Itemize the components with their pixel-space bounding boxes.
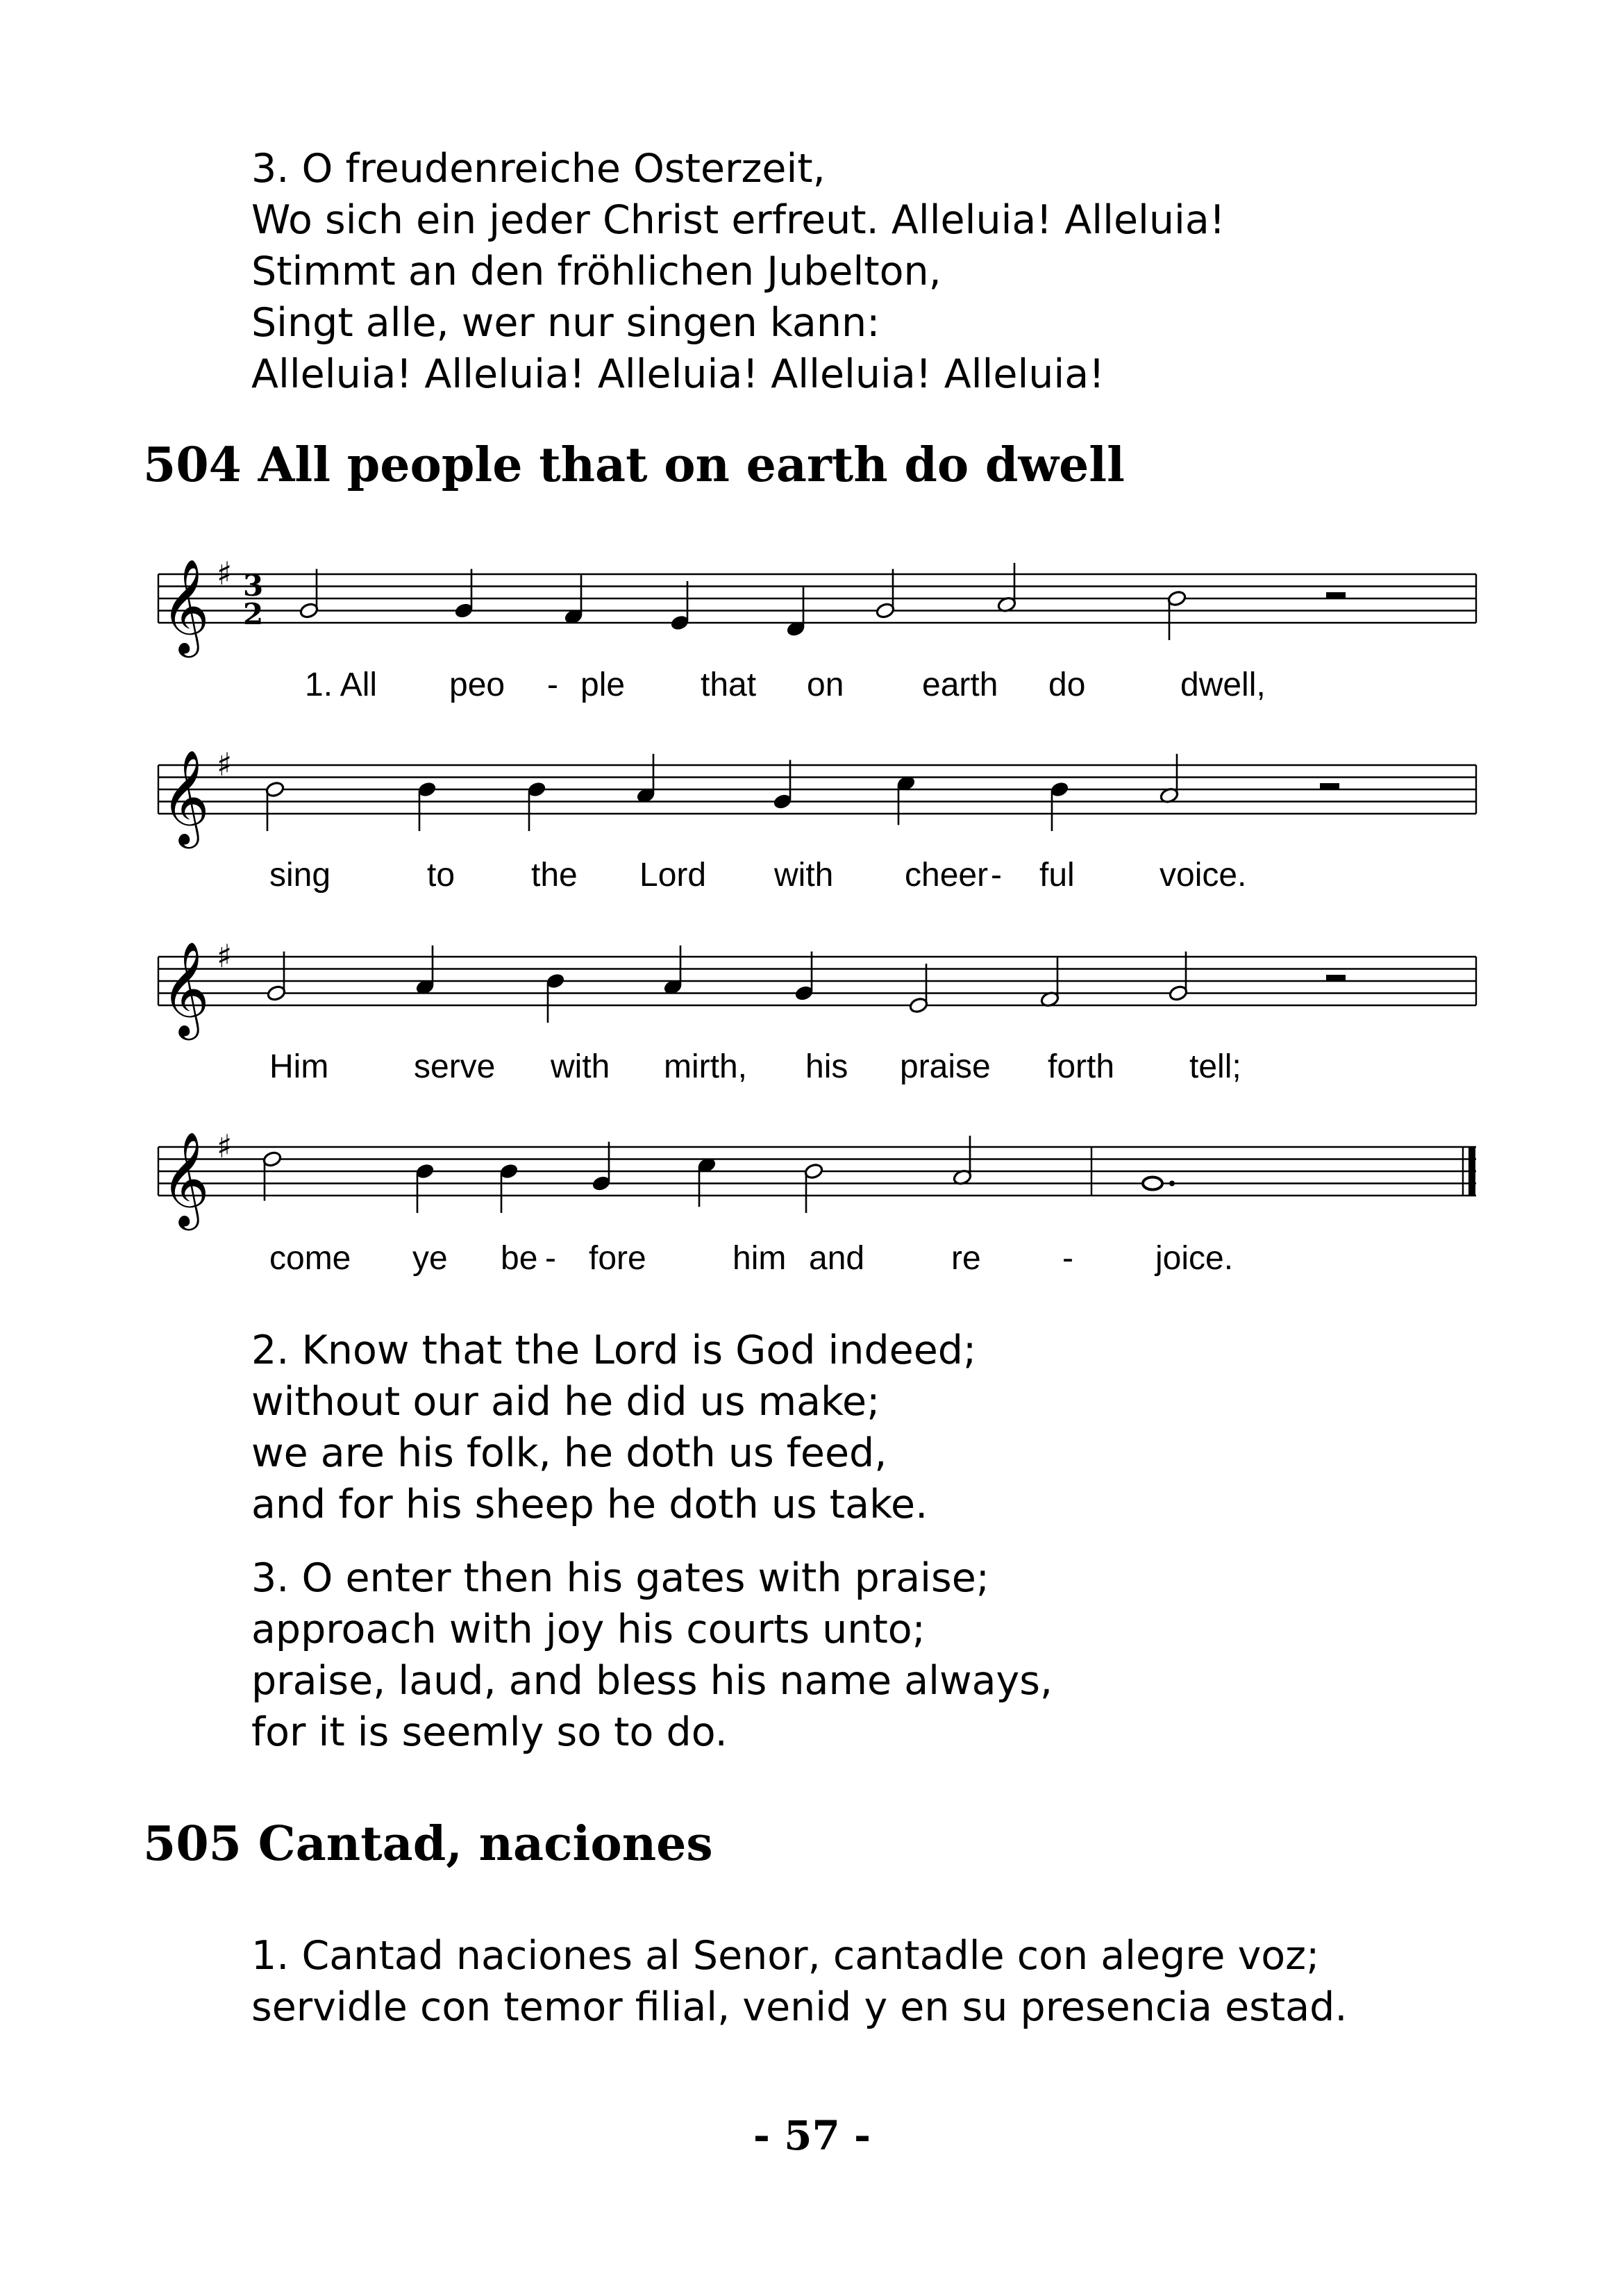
verse-line: Stimmt an den fröhlichen Jubelton, bbox=[251, 249, 941, 294]
page-number: - 57 - bbox=[753, 2112, 871, 2159]
treble-clef-icon: 𝄞 bbox=[161, 558, 210, 653]
lyric-syllable: peo bbox=[449, 667, 505, 703]
lyric-syllable: sing bbox=[269, 857, 331, 894]
lyric-syllable: to bbox=[427, 857, 455, 894]
lyric-syllable: his bbox=[805, 1048, 848, 1085]
sharp-icon: ♯ bbox=[217, 746, 233, 783]
treble-clef-icon: 𝄞 bbox=[161, 748, 210, 844]
lyric-syllable: ple bbox=[580, 667, 626, 703]
lyric-syllable: be bbox=[501, 1240, 538, 1277]
lyric-syllable: fore bbox=[589, 1240, 646, 1277]
verse-line: Alleluia! Alleluia! Alleluia! Alleluia! Alleluia! bbox=[251, 351, 1105, 397]
lyric-syllable: - bbox=[545, 1240, 556, 1277]
lyric-syllable: come bbox=[269, 1240, 351, 1277]
augmentation-dot bbox=[1169, 1181, 1175, 1187]
lyric-syllable: Him bbox=[269, 1048, 329, 1085]
lyric-syllable: ful bbox=[1039, 857, 1075, 894]
lyric-syllable: voice. bbox=[1160, 857, 1247, 894]
final-barline-thick bbox=[1468, 1147, 1475, 1196]
treble-clef-icon: 𝄞 bbox=[161, 1130, 210, 1226]
half-rest-icon bbox=[1326, 975, 1346, 981]
sharp-icon: ♯ bbox=[217, 937, 233, 975]
time-signature-bottom: 2 bbox=[243, 597, 264, 631]
lyric-syllable: tell; bbox=[1189, 1048, 1241, 1085]
hymn-504-title: 504 All people that on earth do dwell bbox=[143, 437, 1125, 493]
lyric-syllable: with bbox=[551, 1048, 610, 1085]
lyric-syllable: - bbox=[1062, 1240, 1073, 1277]
treble-clef-icon: 𝄞 bbox=[161, 940, 210, 1036]
hymn-505-verse-1 bbox=[251, 1930, 1347, 2033]
lyric-syllable: 1. All bbox=[305, 667, 378, 703]
verse-line: 2. Know that the Lord is God indeed; bbox=[251, 1327, 977, 1373]
music-score bbox=[0, 542, 1624, 1305]
verse-line: Wo sich ein jeder Christ erfreut. Alleluia! Alleluia! bbox=[251, 197, 1225, 243]
lyric-syllable: him bbox=[733, 1240, 787, 1277]
lyric-syllable: - bbox=[547, 667, 558, 703]
lyric-syllable: cheer bbox=[905, 857, 989, 894]
verse-line: 1. Cantad naciones al Senor, cantadle con alegre voz; bbox=[251, 1933, 1320, 1979]
verse-line: for it is seemly so to do. bbox=[251, 1709, 728, 1755]
verse-line: 3. O enter then his gates with praise; bbox=[251, 1555, 989, 1601]
lyric-syllable: on bbox=[807, 667, 844, 703]
half-rest-icon bbox=[1326, 592, 1346, 598]
time-signature-top: 3 bbox=[243, 569, 264, 603]
lyric-syllable: joice. bbox=[1155, 1240, 1234, 1277]
verse-line: praise, laud, and bless his name always, bbox=[251, 1658, 1053, 1704]
lyric-syllable: - bbox=[991, 857, 1002, 894]
lyric-syllable: do bbox=[1048, 667, 1086, 703]
hymn-504-verse-2 bbox=[251, 1325, 976, 1530]
verse-prev bbox=[251, 143, 1225, 400]
half-rest-icon bbox=[1320, 783, 1339, 789]
lyric-syllable: forth bbox=[1048, 1048, 1115, 1085]
verse-line: and for his sheep he doth us take. bbox=[251, 1482, 928, 1527]
verse-line: we are his folk, he doth us feed, bbox=[251, 1430, 887, 1476]
lyric-syllable: ye bbox=[412, 1240, 448, 1277]
verse-line: Singt alle, wer nur singen kann: bbox=[251, 300, 880, 346]
lyric-syllable: praise bbox=[900, 1048, 991, 1085]
hymn-505-title: 505 Cantad, naciones bbox=[143, 1816, 713, 1872]
hymn-504-verse-3 bbox=[251, 1552, 1053, 1758]
verse-line: servidle con temor filial, venid y en su presencia estad. bbox=[251, 1984, 1348, 2030]
sharp-icon: ♯ bbox=[217, 555, 233, 592]
lyric-syllable: mirth, bbox=[664, 1048, 747, 1085]
lyric-syllable: and bbox=[809, 1240, 865, 1277]
verse-line: without our aid he did us make; bbox=[251, 1379, 880, 1425]
lyric-syllable: earth bbox=[922, 667, 998, 703]
lyric-syllable: serve bbox=[414, 1048, 496, 1085]
whole-note bbox=[1143, 1178, 1162, 1190]
verse-line: approach with joy his courts unto; bbox=[251, 1607, 926, 1652]
lyric-syllable: Lord bbox=[639, 857, 707, 894]
lyric-syllable: the bbox=[531, 857, 578, 894]
sharp-icon: ♯ bbox=[217, 1128, 233, 1165]
lyric-syllable: dwell, bbox=[1180, 667, 1266, 703]
lyric-syllable: re bbox=[951, 1240, 981, 1277]
lyric-syllable: with bbox=[774, 857, 834, 894]
lyric-syllable: that bbox=[701, 667, 757, 703]
verse-line: 3. O freudenreiche Osterzeit, bbox=[251, 146, 826, 192]
